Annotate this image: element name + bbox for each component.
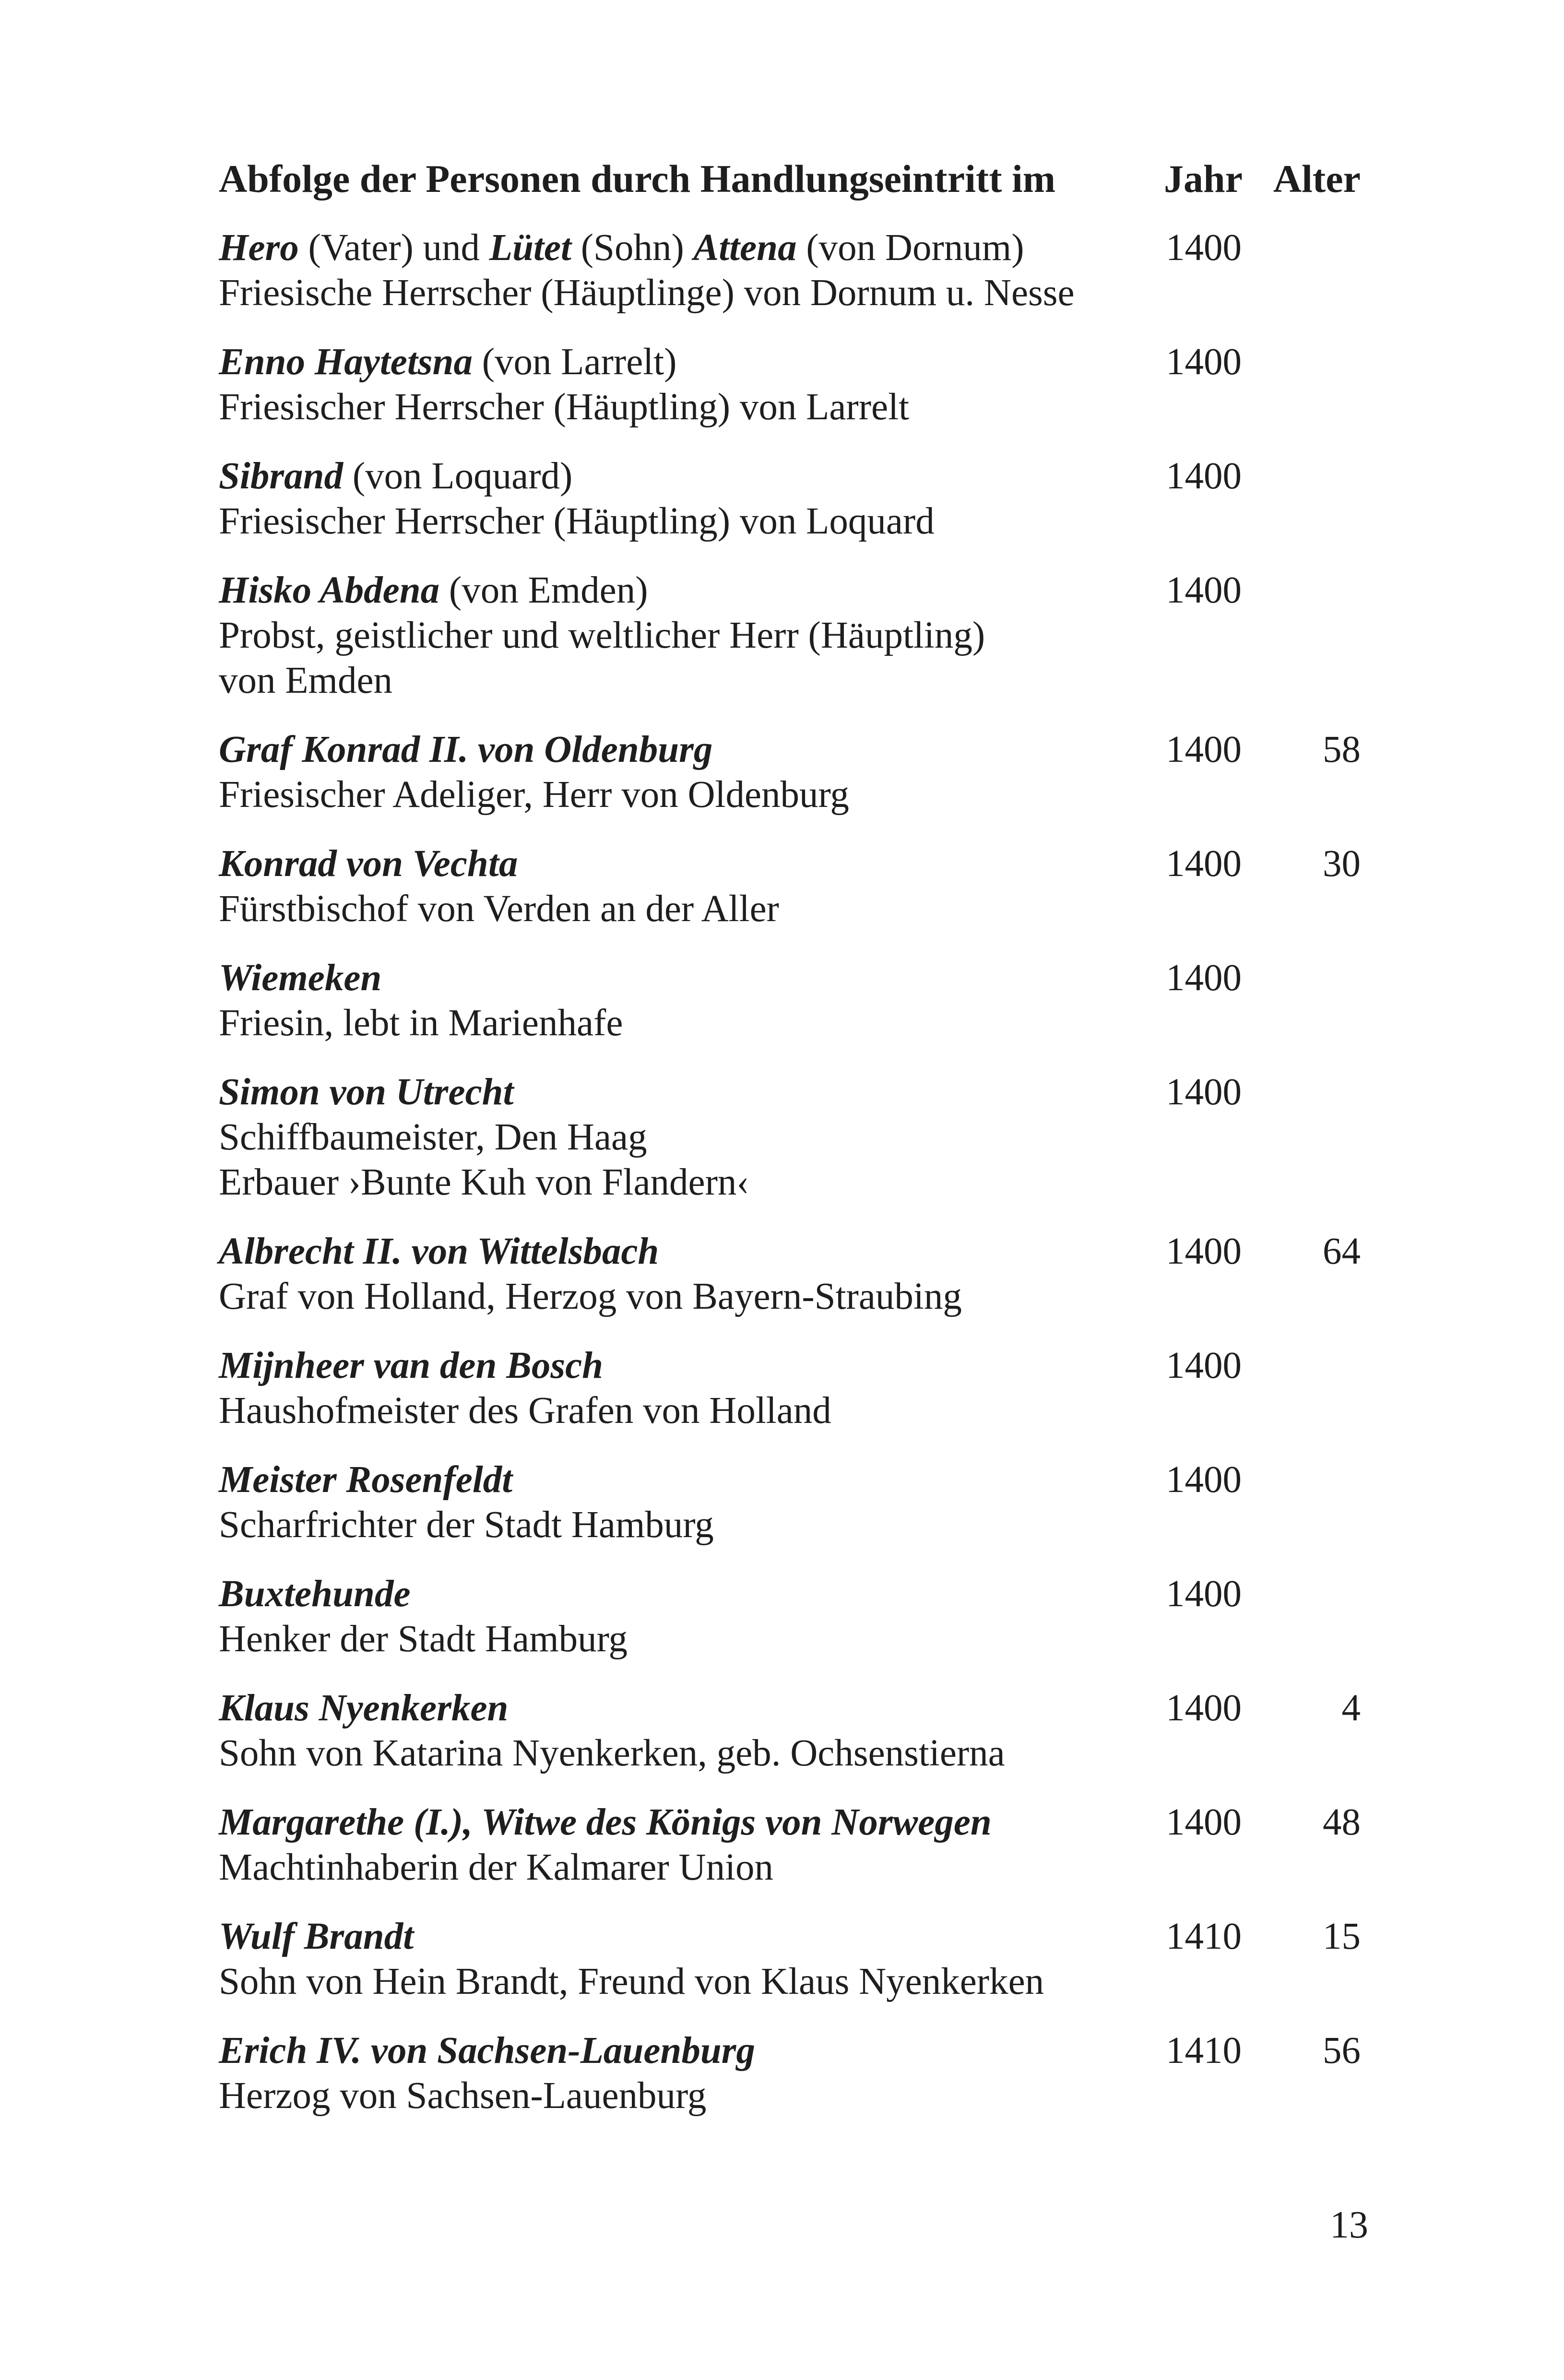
person-description: Henker der Stadt Hamburg xyxy=(219,1618,628,1660)
entry-year: 1400 xyxy=(1166,1071,1242,1113)
person-name: Albrecht II. von Wittelsbach xyxy=(219,1231,659,1272)
list-item xyxy=(219,1229,1361,1319)
person-description: Friesischer Herrscher (Häuptling) von Larrelt xyxy=(219,386,910,428)
entry-age: 4 xyxy=(1341,1687,1361,1729)
person-name-line xyxy=(219,225,1024,271)
person-name: Klaus Nyenkerken xyxy=(219,1687,509,1729)
entry-year: 1400 xyxy=(1166,1687,1242,1729)
person-name-line xyxy=(219,1457,512,1503)
entry-year: 1410 xyxy=(1166,1916,1242,1957)
list-item xyxy=(219,727,1361,817)
person-name-line xyxy=(219,1914,414,1959)
person-name: Graf Konrad II. von Oldenburg xyxy=(219,729,713,770)
header-title: Abfolge der Personen durch Handlungseintritt im xyxy=(219,157,1056,201)
person-name-line xyxy=(219,1800,992,1845)
entry-age: 30 xyxy=(1323,843,1361,885)
person-name: Margarethe (I.), Witwe des Königs von Norwegen xyxy=(219,1801,992,1843)
person-description: Fürstbischof von Verden an der Aller xyxy=(219,888,779,930)
entry-age: 56 xyxy=(1323,2030,1361,2072)
entry-year: 1400 xyxy=(1166,957,1242,999)
person-description: Haushofmeister des Grafen von Holland xyxy=(219,1390,831,1432)
person-name-line xyxy=(219,1572,411,1617)
person-name-line xyxy=(219,1229,659,1274)
person-name: Meister Rosenfeldt xyxy=(219,1459,513,1501)
person-name: Mijnheer van den Bosch xyxy=(219,1345,604,1386)
person-description: Friesin, lebt in Marienhafe xyxy=(219,1002,623,1044)
entry-year: 1400 xyxy=(1166,1459,1242,1501)
person-list xyxy=(219,225,1361,2143)
person-name-note: (von Dornum) xyxy=(796,227,1024,269)
list-item xyxy=(219,568,1361,703)
entry-year: 1400 xyxy=(1166,455,1242,497)
person-description: Scharfrichter der Stadt Hamburg xyxy=(219,1504,714,1546)
person-name-line xyxy=(219,727,712,772)
list-item xyxy=(219,1800,1361,1890)
header-age-label: Alter xyxy=(1273,157,1361,201)
person-description: Erbauer ›Bunte Kuh von Flandern‹ xyxy=(219,1161,749,1203)
person-description: Sohn von Hein Brandt, Freund von Klaus Nyenkerken xyxy=(219,1961,1044,2002)
person-name-note: (von Larrelt) xyxy=(472,341,677,383)
person-name-note: (Sohn) xyxy=(571,227,694,269)
page-number: 13 xyxy=(1330,2204,1368,2246)
list-item xyxy=(219,1686,1361,1776)
entry-year: 1400 xyxy=(1166,1573,1242,1615)
person-name-line xyxy=(219,2028,755,2073)
person-description: Schiffbaumeister, Den Haag xyxy=(219,1116,647,1158)
person-name-line xyxy=(219,1686,509,1731)
person-name: Lütet xyxy=(489,227,571,269)
list-item xyxy=(219,1070,1361,1205)
person-name: Wulf Brandt xyxy=(219,1916,414,1957)
list-item xyxy=(219,340,1361,430)
person-name: Enno Haytetsna xyxy=(219,341,473,383)
entry-year: 1400 xyxy=(1166,1345,1242,1386)
person-name-line xyxy=(219,956,381,1001)
person-description: Sohn von Katarina Nyenkerken, geb. Ochsenstierna xyxy=(219,1732,1005,1774)
table-header xyxy=(219,153,1361,205)
person-description: von Emden xyxy=(219,660,393,701)
person-name: Hero xyxy=(219,227,299,269)
person-name: Wiemeken xyxy=(219,957,382,999)
entry-year: 1400 xyxy=(1166,569,1242,611)
entry-year: 1400 xyxy=(1166,843,1242,885)
list-item xyxy=(219,2028,1361,2119)
entry-year: 1400 xyxy=(1166,1231,1242,1272)
person-name: Konrad von Vechta xyxy=(219,843,518,885)
entry-age: 58 xyxy=(1323,729,1361,770)
list-item xyxy=(219,454,1361,544)
person-name-line xyxy=(219,454,572,499)
person-description: Friesische Herrscher (Häuptlinge) von Dornum u. Nesse xyxy=(219,272,1075,314)
person-name-line xyxy=(219,568,648,613)
person-name-line xyxy=(219,1343,603,1388)
person-name: Buxtehunde xyxy=(219,1573,411,1615)
entry-year: 1410 xyxy=(1166,2030,1242,2072)
person-name: Sibrand xyxy=(219,455,344,497)
list-item xyxy=(219,1572,1361,1662)
entry-year: 1400 xyxy=(1166,1801,1242,1843)
entry-year: 1400 xyxy=(1166,729,1242,770)
list-item xyxy=(219,1914,1361,2004)
person-name: Erich IV. von Sachsen-Lauenburg xyxy=(219,2030,755,2072)
entry-age: 15 xyxy=(1323,1916,1361,1957)
entry-age: 64 xyxy=(1323,1231,1361,1272)
entry-year: 1400 xyxy=(1166,341,1242,383)
person-description: Herzog von Sachsen-Lauenburg xyxy=(219,2075,707,2117)
person-name-line xyxy=(219,1070,514,1115)
person-name-note: (von Loquard) xyxy=(343,455,573,497)
person-description: Graf von Holland, Herzog von Bayern-Straubing xyxy=(219,1276,962,1317)
header-year-label: Jahr xyxy=(1164,157,1243,201)
person-name-line xyxy=(219,841,518,887)
list-item xyxy=(219,1457,1361,1548)
list-item xyxy=(219,841,1361,932)
list-item xyxy=(219,225,1361,316)
person-description: Machtinhaberin der Kalmarer Union xyxy=(219,1847,774,1888)
person-name-note: (von Emden) xyxy=(439,569,648,611)
person-description: Friesischer Herrscher (Häuptling) von Loquard xyxy=(219,500,935,542)
entry-year: 1400 xyxy=(1166,227,1242,269)
person-description: Probst, geistlicher und weltlicher Herr (Häuptling) xyxy=(219,615,985,656)
person-name: Simon von Utrecht xyxy=(219,1071,514,1113)
list-item xyxy=(219,956,1361,1046)
person-name: Attena xyxy=(693,227,797,269)
person-name-note: (Vater) und xyxy=(298,227,489,269)
entry-age: 48 xyxy=(1323,1801,1361,1843)
list-item xyxy=(219,1343,1361,1433)
person-name: Hisko Abdena xyxy=(219,569,440,611)
person-name-line xyxy=(219,340,676,385)
person-description: Friesischer Adeliger, Herr von Oldenburg xyxy=(219,774,849,816)
